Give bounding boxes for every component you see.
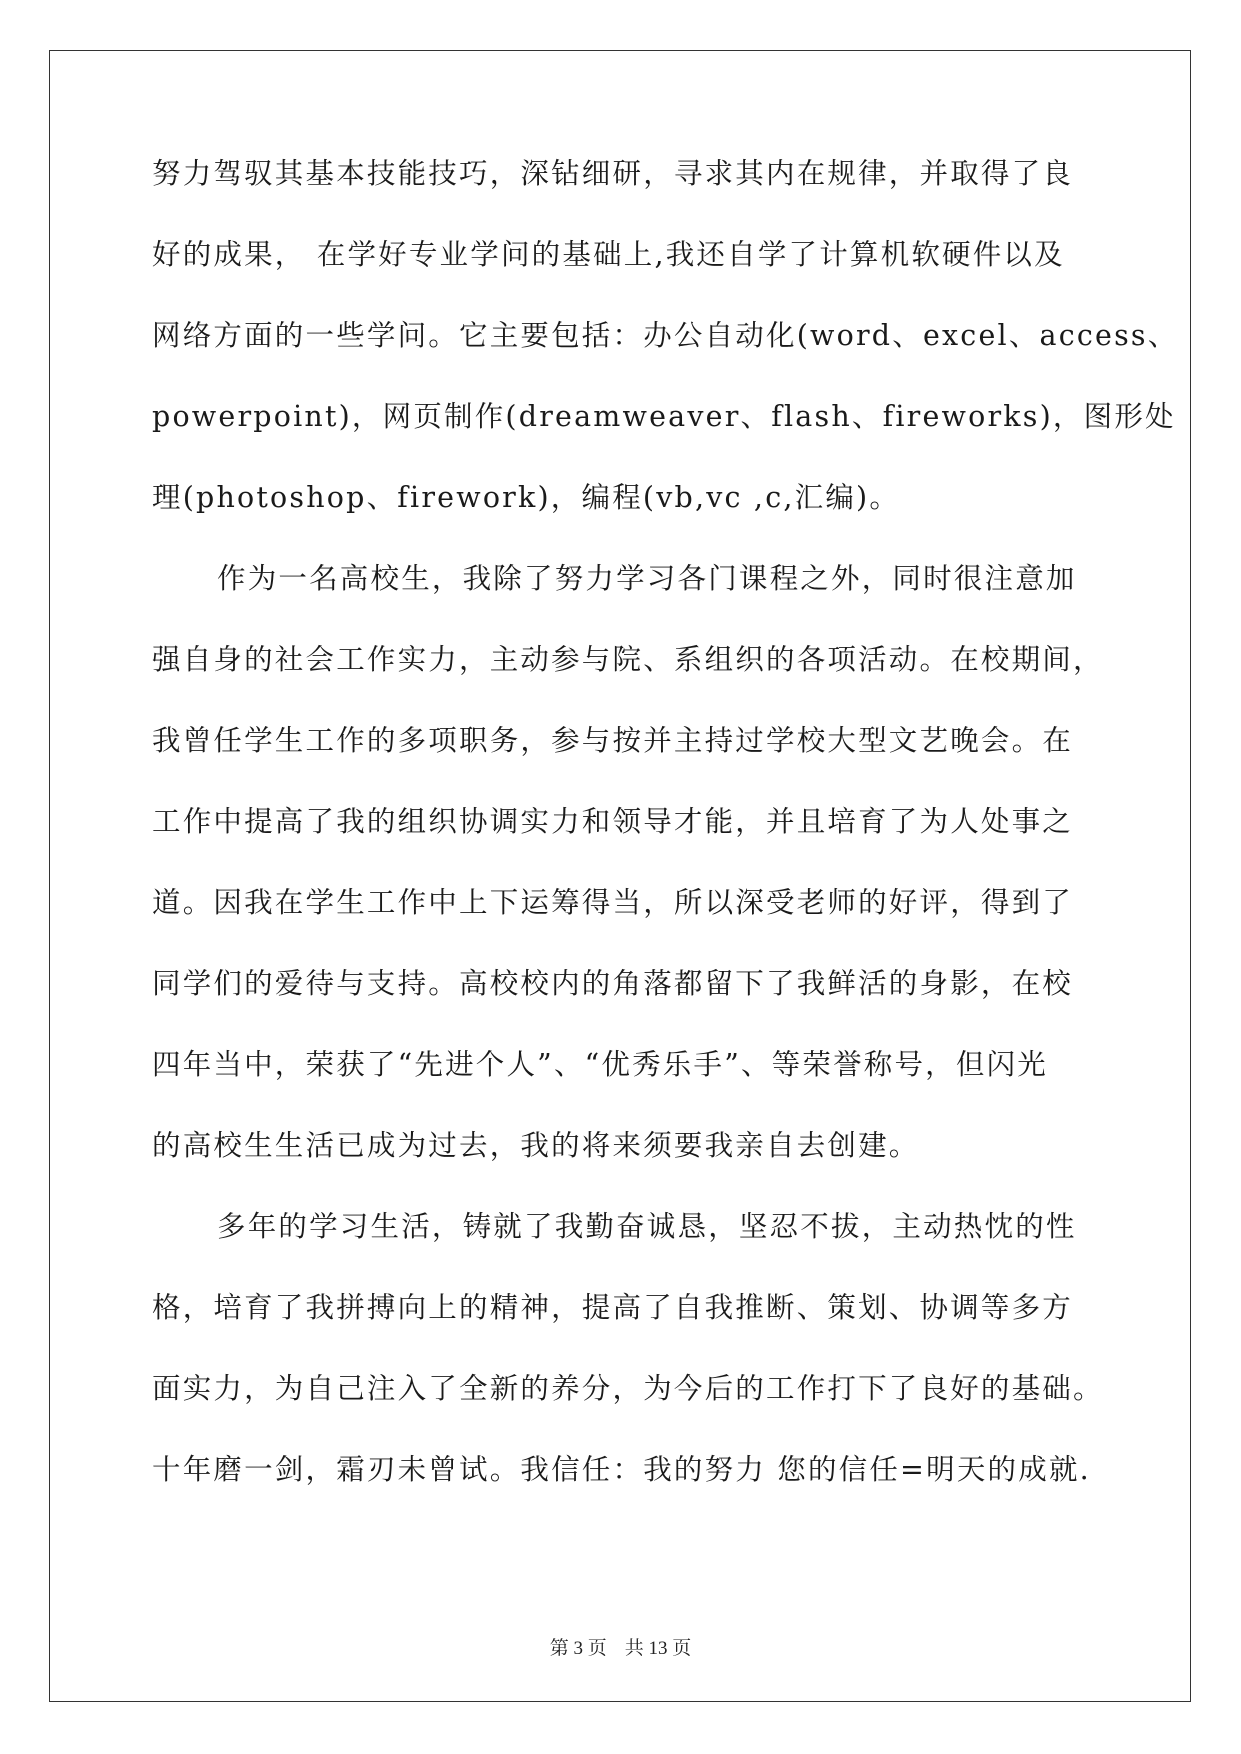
text-line: 强自身的社会工作实力，主动参与院、系组织的各项活动。在校期间， xyxy=(152,643,1104,676)
text-line: 面实力，为自己注入了全新的养分，为今后的工作打下了良好的基础。 xyxy=(152,1372,1104,1405)
document-body xyxy=(152,157,1179,1537)
text-line: 理(photoshop、firework)，编程(vb,vc ,c,汇编)。 xyxy=(152,481,901,514)
text-line: 网络方面的一些学问。它主要包括：办公自动化(word、excel、access、 xyxy=(152,319,1179,352)
text-line: 道。因我在学生工作中上下运筹得当，所以深受老师的好评，得到了 xyxy=(152,886,1074,919)
page-number: 第 3 页 xyxy=(549,1638,607,1659)
text-line: powerpoint)，网页制作(dreamweaver、flash、fireworks)，图形处 xyxy=(152,400,1176,433)
text-line: 努力驾驭其基本技能技巧，深钻细研，寻求其内在规律，并取得了良 xyxy=(152,157,1074,190)
paragraph-first-line: 作为一名高校生，我除了努力学习各门课程之外，同时很注意加 xyxy=(217,562,1077,595)
paragraph-first-line: 多年的学习生活，铸就了我勤奋诚恳，坚忍不拔，主动热忱的性 xyxy=(217,1210,1077,1243)
text-line: 同学们的爱待与支持。高校校内的角落都留下了我鲜活的身影，在校 xyxy=(152,967,1074,1000)
text-line: 格，培育了我拼搏向上的精神，提高了自我推断、策划、协调等多方 xyxy=(152,1291,1074,1324)
text-line: 四年当中，荣获了“先进个人”、“优秀乐手”、等荣誉称号，但闪光 xyxy=(152,1048,1048,1081)
text-line: 我曾任学生工作的多项职务，参与按并主持过学校大型文艺晚会。在 xyxy=(152,724,1074,757)
text-line: 工作中提高了我的组织协调实力和领导才能，并且培育了为人处事之 xyxy=(152,805,1074,838)
page-total: 共 13 页 xyxy=(624,1638,692,1659)
page-footer xyxy=(0,1633,1241,1660)
text-line: 的高校生生活已成为过去，我的将来须要我亲自去创建。 xyxy=(152,1129,920,1162)
text-line: 好的成果， 在学好专业学问的基础上,我还自学了计算机软硬件以及 xyxy=(152,238,1065,271)
text-line: 十年磨一剑，霜刃未曾试。我信任：我的努力 您的信任=明天的成就. xyxy=(152,1453,1091,1486)
